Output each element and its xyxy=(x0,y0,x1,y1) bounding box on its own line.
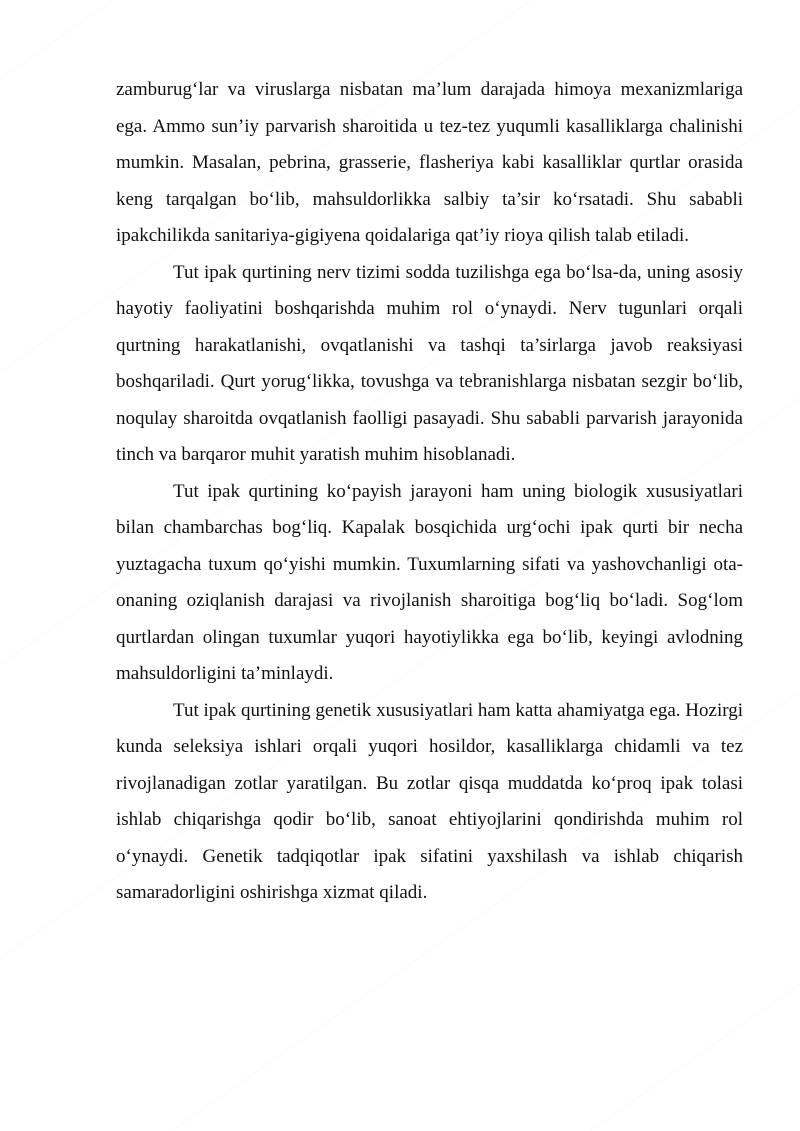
paragraph-2: Tut ipak qurtining nerv tizimi sodda tuzilishga ega bo‘lsa-da, uning asosiy hayotiy faoliyatini boshqarishda muhim rol o‘ynaydi. Nerv tugunlari orqali qurtning harakatlanishi, ovqatlanishi va tashqi ta’sirlarga javob reaksiyasi boshqariladi. Qurt yorug‘likka, tovushga va tebranishlarga nisbatan sezgir bo‘lib, noqulay sharoitda ovqatlanish faolligi pasayadi. Shu sababli parvarish jarayonida tinch va barqaror muhit yaratish muhim hisoblanadi. xyxy=(116,261,743,465)
paragraph-4: Tut ipak qurtining genetik xususiyatlari ham katta ahamiyatga ega. Hozirgi kunda seleksiya ishlari orqali yuqori hosildor, kasalliklarga chidamli va tez rivojlanadigan zotlar yaratilgan. Bu zotlar qisqa muddatda ko‘proq ipak tolasi ishlab chiqarishga qodir bo‘lib, sanoat ehtiyojlarini qondirishda muhim rol o‘ynaydi. Genetik tadqiqotlar ipak sifatini yaxshilash va ishlab chiqarish samaradorligini oshirishga xizmat qiladi. xyxy=(116,699,743,903)
document-page xyxy=(116,72,743,912)
paragraph-1: zamburug‘lar va viruslarga nisbatan ma’lum darajada himoya mexanizmlariga ega. Ammo sun’iy parvarish sharoitida u tez-tez yuqumli kasalliklarga chalinishi mumkin. Masalan, pebrina, grasserie, flasheriya kabi kasalliklar qurtlar orasida keng tarqalgan bo‘lib, mahsuldorlikka salbiy ta’sir ko‘rsatadi. Shu sababli ipakchilikda sanitariya-gigiyena qoidalariga qat’iy rioya qilish talab etiladi. xyxy=(116,79,743,246)
paragraph-3: Tut ipak qurtining ko‘payish jarayoni ham uning biologik xususiyatlari bilan chambarchas bog‘liq. Kapalak bosqichida urg‘ochi ipak qurti bir necha yuztagacha tuxum qo‘yishi mumkin. Tuxumlarning sifati va yashovchanligi ota-onaning oziqlanish darajasi va rivojlanish sharoitiga bog‘liq bo‘ladi. Sog‘lom qurtlardan olingan tuxumlar yuqori hayotiylikka ega bo‘lib, keyingi avlodning mahsuldorligini ta’minlaydi. xyxy=(116,480,743,684)
